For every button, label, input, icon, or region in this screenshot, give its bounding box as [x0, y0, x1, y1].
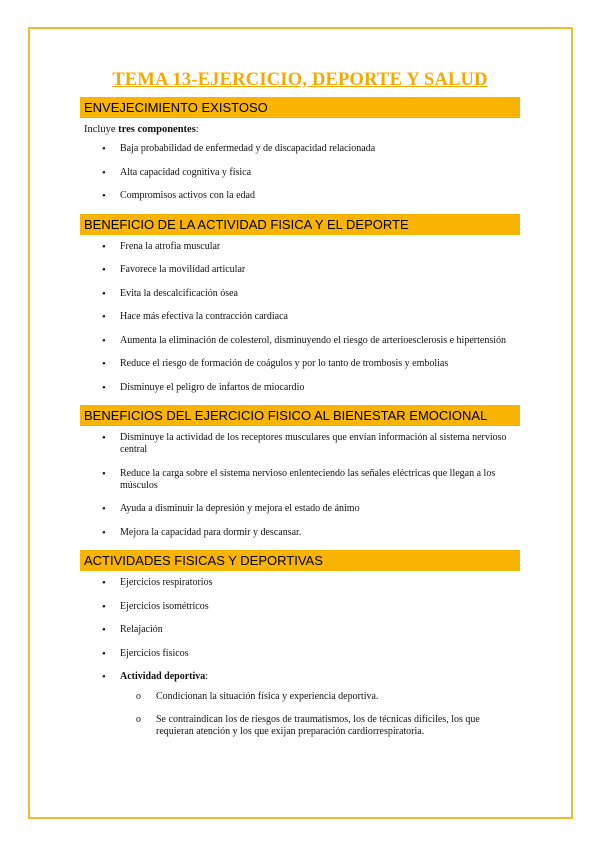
list-item: • Reduce el riesgo de formación de coágulos y por lo tanto de trombosis y embolias — [80, 358, 520, 370]
document-title: TEMA 13-EJERCICIO, DEPORTE Y SALUD — [112, 70, 488, 90]
list-item: • Alta capacidad cognitiva y física — [80, 167, 520, 179]
list-item: • Relajación — [80, 624, 520, 636]
list-item: • Frena la atrofia muscular — [80, 241, 520, 253]
list-item: • Mejora la capacidad para dormir y descansar. — [80, 527, 520, 539]
list-item: • Evita la descalcificación ósea — [80, 288, 520, 300]
document-content — [80, 70, 520, 750]
bullet-list — [80, 577, 520, 738]
section-heading: ENVEJECIMIENTO EXISTOSO — [80, 97, 520, 118]
item-suffix: : — [205, 671, 209, 682]
section-envejecimiento — [80, 97, 520, 202]
intro-suffix: : — [195, 124, 199, 135]
list-item: • Favorece la movilidad articular — [80, 264, 520, 276]
list-item: • Disminuye la actividad de los receptores musculares que envían información al sistema nervioso central — [80, 432, 520, 456]
section-intro — [84, 124, 520, 135]
section-actividades — [80, 550, 520, 738]
list-item: • Ejercicios físicos — [80, 648, 520, 660]
intro-bold: tres componentes — [118, 124, 196, 135]
section-beneficio-actividad — [80, 214, 520, 394]
list-item: • Baja probabilidad de enfermedad y de discapacidad relacionada — [80, 143, 520, 155]
sub-list-item: o Se contraindican los de riesgos de traumatismos, los de técnicas difíciles, los que requieran atención y los que exijan preparación cardiorrespiratoria. — [120, 714, 520, 738]
list-item: • Hace más efectiva la contracción cardiaca — [80, 311, 520, 323]
list-item: • Disminuye el peligro de infartos de miocardio — [80, 382, 520, 394]
section-heading: BENEFICIOS DEL EJERCICIO FISICO AL BIENESTAR EMOCIONAL — [80, 405, 520, 426]
bullet-list — [80, 143, 520, 202]
section-heading: ACTIVIDADES FISICAS Y DEPORTIVAS — [80, 550, 520, 571]
list-item: • Aumenta la eliminación de colesterol, disminuyendo el riesgo de arterioesclerosis e hipertensión — [80, 335, 520, 347]
list-item: • Compromisos activos con la edad — [80, 190, 520, 202]
bullet-list — [80, 432, 520, 539]
list-item-actividad-deportiva — [80, 671, 520, 738]
sub-list — [120, 691, 520, 738]
item-bold-label: Actividad deportiva — [120, 671, 206, 682]
sub-list-item: o Condicionan la situación física y experiencia deportiva. — [120, 691, 520, 703]
list-item: • Ejercicios isométricos — [80, 601, 520, 613]
intro-prefix: Incluye — [84, 124, 119, 135]
section-heading: BENEFICIO DE LA ACTIVIDAD FISICA Y EL DEPORTE — [80, 214, 520, 235]
list-item: • Reduce la carga sobre el sistema nervioso enlenteciendo las señales eléctricas que llegan a los músculos — [80, 468, 520, 492]
bullet-list — [80, 241, 520, 394]
section-bienestar-emocional — [80, 405, 520, 539]
list-item: • Ejercicios respiratorios — [80, 577, 520, 589]
list-item: • Ayuda a disminuir la depresión y mejora el estado de ánimo — [80, 503, 520, 515]
